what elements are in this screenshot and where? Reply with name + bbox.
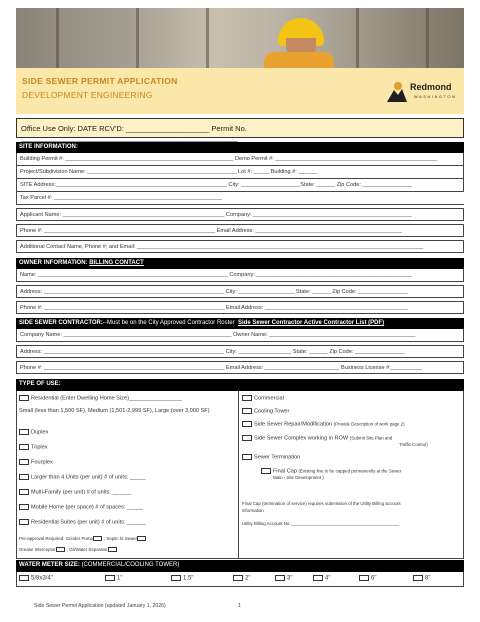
repair-option[interactable]: Side Sewer Repair/Modification (Provide Description of work page 2) <box>242 421 405 427</box>
grease-interceptor-checkbox[interactable] <box>56 547 65 552</box>
hero-photo <box>16 8 464 68</box>
multi-family-checkbox[interactable] <box>19 489 29 495</box>
type-of-use-heading: TYPE OF USE: <box>16 379 464 391</box>
rebar-decoration <box>426 8 429 68</box>
site-row-phone[interactable]: Phone #: _______________________________________________________ Email Address: _______________________________________________ <box>16 224 464 237</box>
complex-checkbox[interactable] <box>242 435 252 441</box>
rebar-decoration <box>56 8 59 68</box>
repair-checkbox[interactable] <box>242 421 252 427</box>
contractor-list-link[interactable]: Side Sewer Contractor Active Contractor List (PDF) <box>237 320 385 326</box>
meter-checkbox[interactable] <box>171 575 181 581</box>
safety-vest-shape <box>264 52 334 68</box>
cooling-tower-option[interactable]: Cooling Tower <box>242 408 289 414</box>
commercial-checkbox[interactable] <box>242 395 252 401</box>
mobile-home-checkbox[interactable] <box>19 504 29 510</box>
owner-row-name[interactable]: Name: _____________________________________________________________ Company: __________________________________________________ <box>16 269 464 282</box>
final-cap-requirement: Final Cap (termination of service) requires submission of the Utility Billing account <box>242 501 401 506</box>
meter-option-1-5[interactable]: 1.5" <box>171 575 193 582</box>
header-banner <box>16 68 464 114</box>
owner-row-address[interactable]: Address: __________________________________________________________ City: __________________ State: ______ Zip Code: ________________ <box>16 285 464 298</box>
residential-checkbox[interactable] <box>19 395 29 401</box>
duplex-option[interactable]: Duplex <box>19 429 48 435</box>
multi-family-option[interactable]: Multi-Family (per unit) # of units: ______ <box>19 489 131 495</box>
meter-checkbox[interactable] <box>105 575 115 581</box>
type-of-use-left-column <box>17 391 239 558</box>
final-cap-option[interactable]: Final Cap (Existing line to be capped permanently at the Sewer <box>261 468 401 474</box>
fourplex-checkbox[interactable] <box>19 459 29 465</box>
fourplex-option[interactable]: Fourplex <box>19 459 53 465</box>
triplex-checkbox[interactable] <box>19 444 29 450</box>
site-info-heading: SITE INFORMATION: <box>16 142 464 153</box>
meter-option-3[interactable]: 3" <box>275 575 292 582</box>
commercial-option[interactable]: Commercial <box>242 395 284 401</box>
form-subtitle: DEVELOPMENT ENGINEERING <box>22 90 153 100</box>
larger-than-4-checkbox[interactable] <box>19 474 29 480</box>
owner-row-phone[interactable]: Phone #: __________________________________________________________ Email Address: ______________________________________________ <box>16 301 464 314</box>
grinder-pump-checkbox[interactable] <box>93 536 102 541</box>
site-row-tax-parcel[interactable]: Tax Parcel #: ______________________________________________________ <box>16 192 464 205</box>
meter-checkbox[interactable] <box>275 575 285 581</box>
contractor-row-address[interactable]: Address: __________________________________________________________ City: _________________ State: ______ Zip Code: ________________ <box>16 345 464 358</box>
footer-text: Side Sewer Permit Application (updated January 1, 2026) <box>34 603 166 609</box>
residential-suites-checkbox[interactable] <box>19 519 29 525</box>
mobile-home-option[interactable]: Mobile Home (per space) # of spaces: _____ <box>19 504 143 510</box>
site-row-project-name[interactable]: Project/Subdivision Name: ________________________________________________ Lot #: _____ Building #: ______ <box>16 166 464 179</box>
final-cap-information: information <box>242 508 264 513</box>
owner-info-heading: OWNER INFORMATION: BILLING CONTACT <box>16 258 464 269</box>
meter-option-2[interactable]: 2" <box>233 575 250 582</box>
type-of-use-right-column <box>239 391 463 558</box>
site-row-building-permit[interactable]: Building Permit #: ______________________________________________________ Demo Permit #: ____________________________________________________ <box>16 153 464 166</box>
utility-billing-account-field[interactable]: Utility Billing Account No.:____________________________________________ <box>242 521 400 526</box>
meter-option-8[interactable]: 8" <box>413 575 430 582</box>
meter-option-6[interactable]: 6" <box>359 575 376 582</box>
rebar-decoration <box>136 8 139 68</box>
residential-sizes: Small (less than 1,500 SF), Medium (1,501-2,999 SF), Large (over 3,000 SF) <box>19 408 210 414</box>
cooling-tower-checkbox[interactable] <box>242 408 252 414</box>
logo-wordmark: Redmond <box>410 82 452 92</box>
oil-water-separator-checkbox[interactable] <box>108 547 117 552</box>
rebar-decoration <box>356 8 359 68</box>
complex-note-continued: Traffic Control) <box>399 442 428 447</box>
triplex-option[interactable]: Triplex <box>19 444 48 450</box>
meter-option-4[interactable]: 4" <box>313 575 330 582</box>
final-cap-checkbox[interactable] <box>261 468 271 474</box>
complex-option[interactable]: Side Sewer Complex working in ROW (Submit Site Plan and <box>242 435 392 441</box>
site-row-additional-contact[interactable]: Additional Contact Name, Phone #; and Email: ____________________________________________________________________________________________ <box>16 240 464 253</box>
sewer-termination-option[interactable]: Sewer Termination <box>242 454 300 460</box>
meter-checkbox[interactable] <box>313 575 323 581</box>
rebar-decoration <box>206 8 209 68</box>
water-meter-sizes <box>16 572 464 587</box>
meter-option-5-8x3-4[interactable]: 5/8x3/4" <box>19 575 53 582</box>
form-title: SIDE SEWER PERMIT APPLICATION <box>22 76 178 86</box>
larger-than-4-option[interactable]: Larger than 4 Units (per unit) # of units: _____ <box>19 474 145 480</box>
type-of-use-section <box>16 391 464 559</box>
septic-to-sewer-checkbox[interactable] <box>137 536 146 541</box>
meter-checkbox[interactable] <box>19 575 29 581</box>
contractor-heading: SIDE SEWER CONTRACTOR:--Must be on the City Approved Contractor Roster Side Sewer Contractor Active Contractor List (PDF) <box>16 318 464 329</box>
meter-option-1[interactable]: 1" <box>105 575 122 582</box>
redmond-logo-icon <box>386 80 408 104</box>
preapproval-row: Pre-approval Required: Grinder Pump ; Septic to Sewer <box>19 536 148 541</box>
residential-suites-option[interactable]: Residential Suites (per unit) # of units: ______ <box>19 519 146 525</box>
contractor-row-phone[interactable]: Phone #: __________________________________________________________ Email Address: ________________________ Business License #:__________ <box>16 361 464 374</box>
sewer-termination-checkbox[interactable] <box>242 454 252 460</box>
residential-option[interactable]: Residential (Enter Dwelling Home Size)_________________ <box>19 395 182 401</box>
office-use-row: Office Use Only: DATE RCV'D: ____________________ Permit No. ____________________________________________________ <box>16 118 464 138</box>
page-number: 1 <box>238 603 241 609</box>
meter-checkbox[interactable] <box>233 575 243 581</box>
site-row-applicant[interactable]: Applicant Name: ____________________________________________________ Company: ___________________________________________________ <box>16 208 464 221</box>
logo-state: WASHINGTON <box>414 94 457 99</box>
site-row-address[interactable]: SITE Address:_______________________________________________________ City: ___________________State: ______ Zip Code: ________________ <box>16 179 464 192</box>
final-cap-note-continued: Main - Site Development ) <box>273 475 324 480</box>
water-meter-heading: WATER METER SIZE: (COMMERCIAL/COOLING TOWER) <box>16 560 464 572</box>
grease-row: Grease Interceptor ; Oil/Water Separator <box>19 547 119 552</box>
meter-checkbox[interactable] <box>359 575 369 581</box>
contractor-row-company[interactable]: Company Name: ______________________________________________________ Owner Name: _______________________________________________ <box>16 329 464 342</box>
meter-checkbox[interactable] <box>413 575 423 581</box>
duplex-checkbox[interactable] <box>19 429 29 435</box>
